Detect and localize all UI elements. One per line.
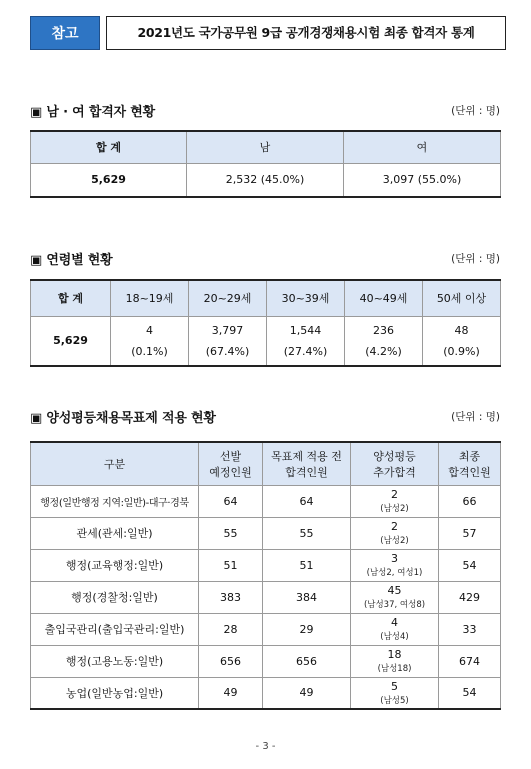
table-row [31,645,501,677]
cell-male: 2,532 (45.0%) [187,163,344,197]
cell-extra: 18 (남성18) [351,645,439,677]
cell-before: 51 [263,549,351,581]
cell-final: 54 [439,549,501,581]
table-row [31,485,501,517]
cell-extra: 2 (남성2) [351,517,439,549]
section-title: ▣ 양성평등채용목표제 적용 현황 [30,411,216,426]
cell-extra: 45 (남성37, 여성8) [351,581,439,613]
cell-planned: 656 [199,645,263,677]
cell-planned: 64 [199,485,263,517]
section-gender-equality-heading [30,407,500,427]
cell-age-50-plus: 48 (0.9%) [423,316,501,366]
cell-category: 관세(관세:일반) [31,517,199,549]
cell-age-30-39: 1,544 (27.4%) [267,316,345,366]
header-age-18-19: 18~19세 [111,280,189,316]
header-before: 목표제 적용 전 합격인원 [263,442,351,485]
percent: (4.2%) [365,344,402,358]
cell-before: 29 [263,613,351,645]
cell-planned: 49 [199,677,263,709]
cell-age-18-19: 4 (0.1%) [111,316,189,366]
cell-total: 5,629 [31,163,187,197]
cell-final: 54 [439,677,501,709]
header-age-20-29: 20~29세 [189,280,267,316]
cell-category: 행정(고용노동:일반) [31,645,199,677]
cell-before: 384 [263,581,351,613]
cell-extra: 3 (남성2, 여성1) [351,549,439,581]
percent: (27.4%) [283,344,328,358]
header-age-50-plus: 50세 이상 [423,280,501,316]
cell-before: 55 [263,517,351,549]
cell-before: 64 [263,485,351,517]
cell-age-40-49: 236 (4.2%) [345,316,423,366]
header-female: 여 [344,131,501,163]
header-age-30-39: 30~39세 [267,280,345,316]
document-title: 2021년도 국가공무원 9급 공개경쟁채용시험 최종 합격자 통계 [106,16,506,50]
gender-table [30,130,501,198]
section-gender-heading [30,101,500,121]
header-planned: 선발 예정인원 [199,442,263,485]
table-row [31,581,501,613]
cell-total: 5,629 [31,316,111,366]
cell-final: 674 [439,645,501,677]
unit-label: (단위 : 명) [451,253,500,265]
header-age-40-49: 40~49세 [345,280,423,316]
age-table [30,279,501,367]
percent: (0.9%) [443,344,480,358]
cell-category: 행정(교육행정:일반) [31,549,199,581]
table-row [31,677,501,709]
cell-before: 49 [263,677,351,709]
cell-extra: 5 (남성5) [351,677,439,709]
section-title: ▣ 남 · 여 합격자 현황 [30,105,155,120]
cell-before: 656 [263,645,351,677]
cell-final: 33 [439,613,501,645]
table-row [31,613,501,645]
cell-extra: 4 (남성4) [351,613,439,645]
cell-age-20-29: 3,797 (67.4%) [189,316,267,366]
cell-planned: 51 [199,549,263,581]
percent: (0.1%) [131,344,168,358]
percent: (67.4%) [205,344,250,358]
cell-final: 429 [439,581,501,613]
cell-planned: 383 [199,581,263,613]
cell-final: 57 [439,517,501,549]
header-category: 구분 [31,442,199,485]
header-final: 최종 합격인원 [439,442,501,485]
cell-category: 출입국관리(출입국관리:일반) [31,613,199,645]
section-age-heading [30,249,500,269]
page-number: - 3 - [255,741,276,752]
cell-planned: 28 [199,613,263,645]
cell-female: 3,097 (55.0%) [344,163,501,197]
cell-category: 행정(일반행정 지역:일반)-대구·경북 [31,485,199,517]
unit-label: (단위 : 명) [451,105,500,117]
header-extra: 양성평등 추가합격 [351,442,439,485]
cell-final: 66 [439,485,501,517]
table-row [31,517,501,549]
cell-category: 행정(경찰청:일반) [31,581,199,613]
unit-label: (단위 : 명) [451,411,500,423]
cell-category: 농업(일반농업:일반) [31,677,199,709]
document-header [30,16,506,50]
gender-equality-table [30,441,501,710]
section-title: ▣ 연령별 현황 [30,253,113,268]
header-male: 남 [187,131,344,163]
header-total: 합 계 [31,131,187,163]
cell-extra: 2 (남성2) [351,485,439,517]
table-row [31,549,501,581]
reference-tag: 참고 [30,16,100,50]
header-total: 합 계 [31,280,111,316]
cell-planned: 55 [199,517,263,549]
